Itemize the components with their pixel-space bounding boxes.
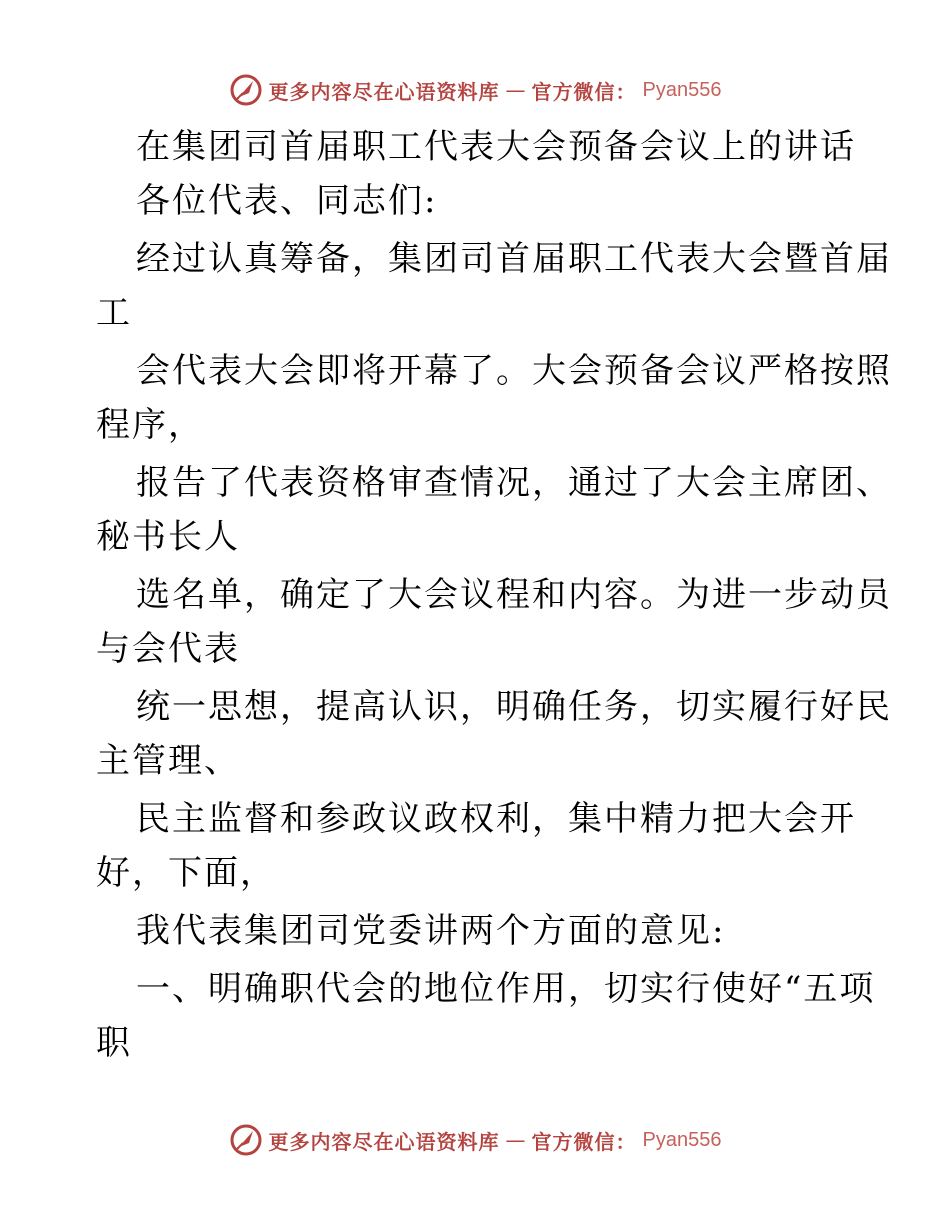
paragraph-line: 好，下面， xyxy=(96,853,276,893)
paragraph-line: 我代表集团司党委讲两个方面的意见: xyxy=(136,911,726,951)
paragraph-line: 工 xyxy=(96,293,132,333)
watermark-wechat-label: 官方微信： xyxy=(531,79,637,104)
watermark-separator: — xyxy=(505,1128,526,1152)
paragraph-line: 统一思想，提高认识，明确任务，切实履行好民 xyxy=(136,687,892,727)
feather-logo-icon xyxy=(229,73,263,107)
watermark-text: 更多内容尽在心语资料库 xyxy=(268,1129,500,1154)
paragraph-line: 报告了代表资格审查情况，通过了大会主席团、 xyxy=(136,463,892,503)
feather-logo-icon xyxy=(229,1123,263,1157)
header-watermark xyxy=(0,70,950,110)
paragraph-line: 程序， xyxy=(96,405,204,445)
paragraph-line: 会代表大会即将开幕了。大会预备会议严格按照 xyxy=(136,351,892,391)
watermark-separator: — xyxy=(505,78,526,102)
watermark-wechat-label: 官方微信： xyxy=(531,1129,637,1154)
watermark-wechat-id: Pyan556 xyxy=(642,78,722,101)
paragraph-line: 秘书长人 xyxy=(96,517,240,557)
paragraph-line: 民主监督和参政议政权利，集中精力把大会开 xyxy=(136,799,856,839)
section-heading-line: 职 xyxy=(96,1023,132,1063)
paragraph-line: 主管理、 xyxy=(96,741,240,781)
document-title: 在集团司首届职工代表大会预备会议上的讲话 xyxy=(136,127,856,167)
section-heading-line: 一、明确职代会的地位作用，切实行使好“五项 xyxy=(136,969,876,1009)
document-body xyxy=(96,120,892,1070)
paragraph-line: 经过认真筹备，集团司首届职工代表大会暨首届 xyxy=(136,239,892,279)
footer-watermark xyxy=(0,1120,950,1160)
salutation: 各位代表、同志们: xyxy=(136,181,438,221)
watermark-wechat-id: Pyan556 xyxy=(642,1128,722,1151)
paragraph-line: 选名单，确定了大会议程和内容。为进一步动员 xyxy=(136,575,892,615)
watermark-text: 更多内容尽在心语资料库 xyxy=(268,79,500,104)
paragraph-line: 与会代表 xyxy=(96,629,240,669)
